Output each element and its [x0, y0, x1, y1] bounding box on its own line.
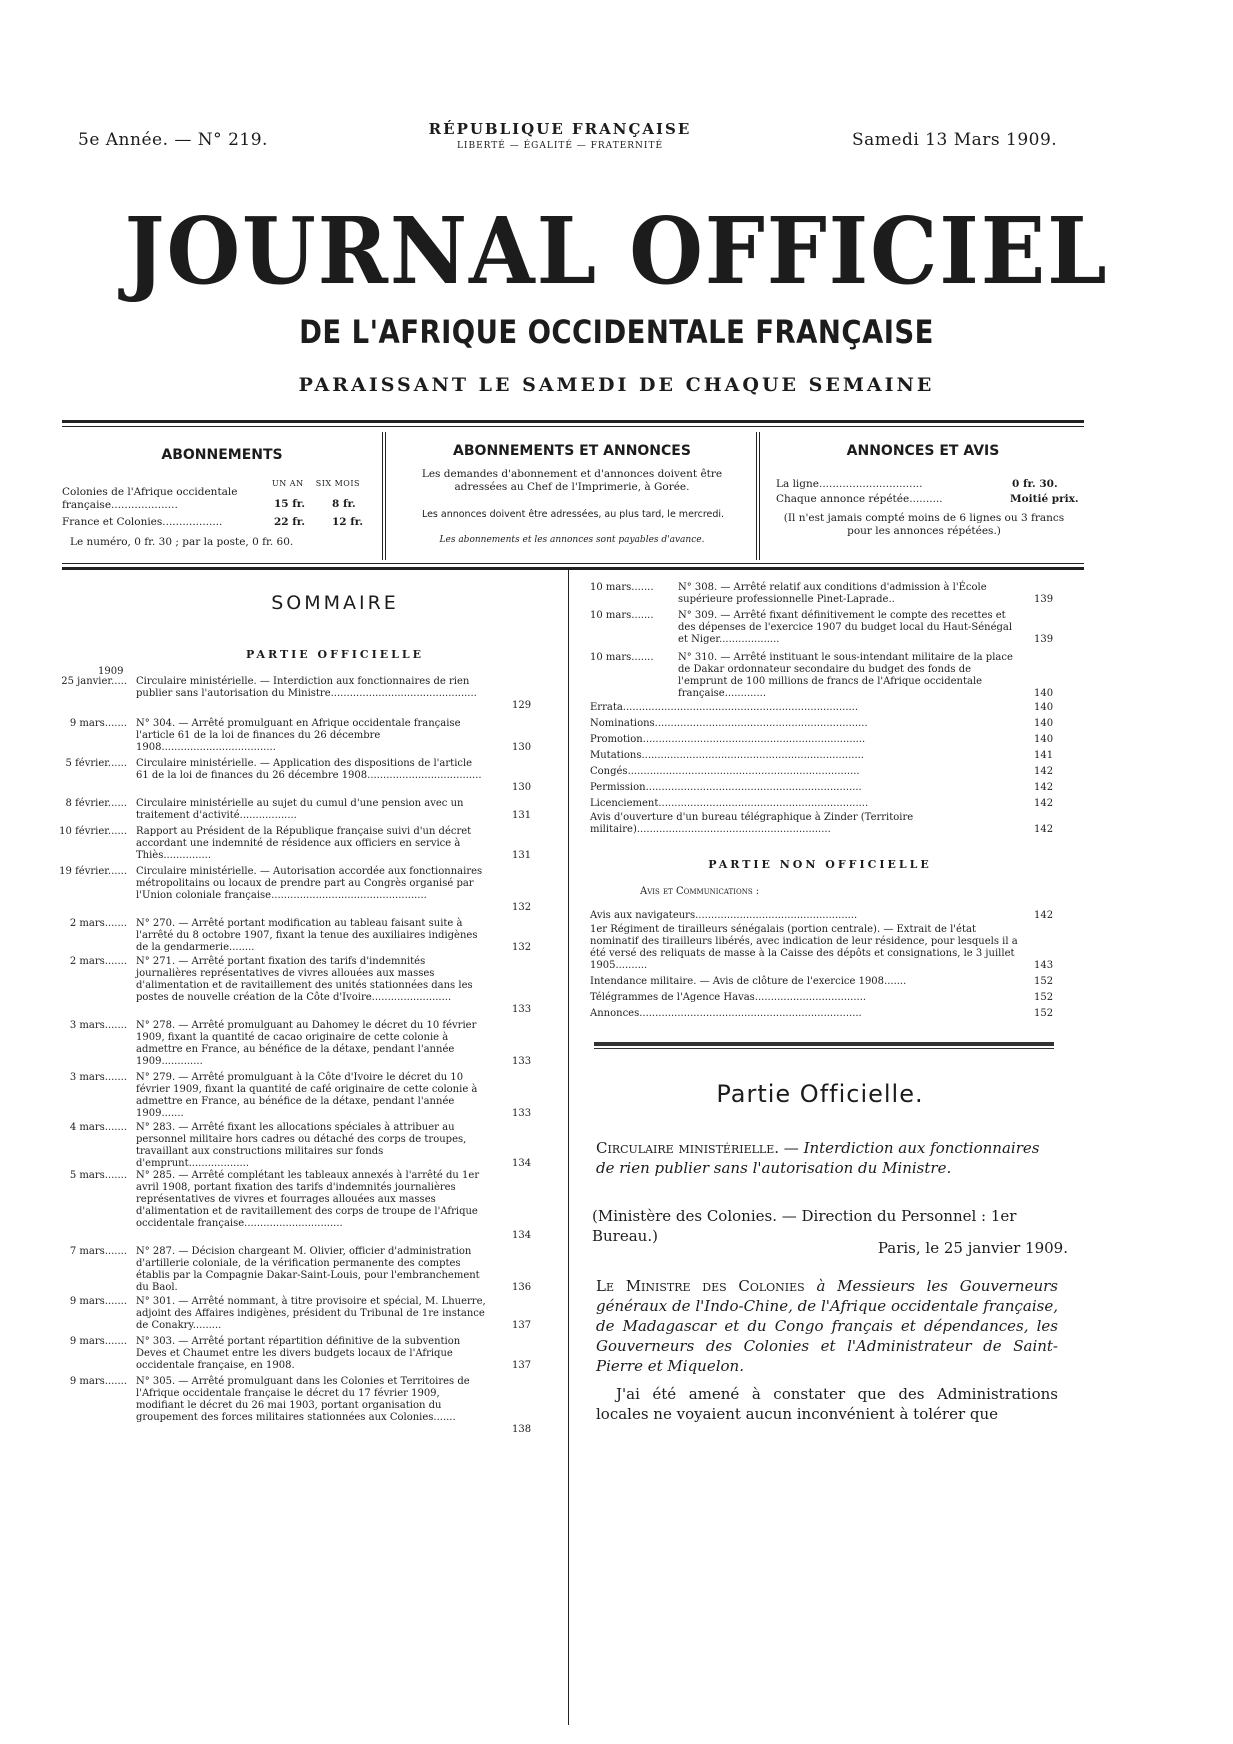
toc-page: 139 [1034, 634, 1054, 645]
misc-text: Permission.................................................................... [590, 782, 862, 793]
toc-date: 9 mars....... [69, 1296, 127, 1307]
section-rule [594, 1042, 1054, 1046]
center-line-1: Les demandes d'abonnement et d'annonces doivent être adressées au Chef de l'Imprimerie, à Gorée. [421, 468, 723, 493]
non-off-text: Annonces...................................................................... [590, 1008, 862, 1019]
journal-subtitle: DE L'AFRIQUE OCCIDENTALE FRANÇAISE [299, 313, 934, 351]
circulaire-label: Circulaire ministérielle. — [596, 1139, 799, 1157]
toc-text: N° 301. — Arrêté nommant, à titre provisoire et spécial, M. Lhuerre, adjoint des Affaires indigènes, président du Tribunal de 1re instance de Conakry......... [136, 1296, 486, 1331]
toc-page: 131 [512, 810, 532, 821]
non-off-text: Avis aux navigateurs................................................... [590, 910, 858, 921]
misc-page: 142 [1034, 798, 1054, 809]
circulaire-heading [596, 1138, 1058, 1178]
misc-page: 140 [1034, 702, 1054, 713]
non-off-text: Intendance militaire. — Avis de clôture de l'exercice 1908....... [590, 976, 907, 987]
misc-page: 140 [1034, 734, 1054, 745]
toc-text: N° 279. — Arrêté promulguant à la Côte d'Ivoire le décret du 10 février 1909, fixant la quantité de café originaire de cette colonie à admettre en France, au bénéfice de la détaxe, pendant l'année 1909....... [136, 1072, 478, 1119]
toc-date: 4 mars....... [69, 1122, 127, 1133]
misc-page: 142 [1034, 766, 1054, 777]
numero-price: Le numéro, 0 fr. 30 ; par la poste, 0 fr. 60. [70, 536, 294, 548]
annonces-avis-heading: ANNONCES ET AVIS [846, 443, 1000, 459]
toc-right [590, 0, 1090, 1744]
center-line-2: Les annonces doivent être adressées, au plus tard, le mercredi. [421, 509, 725, 520]
misc-text: Promotion...................................................................... [590, 734, 866, 745]
toc-date: 19 février...... [59, 866, 127, 877]
toc-text: N° 309. — Arrêté fixant définitivement le compte des recettes et des dépenses de l'exercice 1907 du budget local du Haut-Sénégal et Niger................... [678, 610, 1013, 645]
republic-motto: LIBERTÉ — ÉGALITÉ — FRATERNITÉ [456, 141, 664, 151]
place-date: Paris, le 25 janvier 1909. [877, 1239, 1068, 1257]
sommaire-title: SOMMAIRE [271, 592, 399, 614]
ministry-line: (Ministère des Colonies. — Direction du Personnel : 1er Bureau.) [592, 1207, 1017, 1245]
abonnements-annonces-heading: ABONNEMENTS ET ANNONCES [453, 443, 691, 459]
toc-date: 3 mars....... [69, 1020, 127, 1031]
misc-page: 141 [1034, 750, 1054, 761]
section-rule-thin [594, 1048, 1054, 1049]
toc-date: 10 mars....... [590, 582, 654, 593]
toc-page: 130 [512, 742, 532, 753]
col-un-an: UN AN [272, 479, 304, 488]
sommaire-year: 1909 [98, 666, 124, 677]
toc-date: 2 mars....... [69, 956, 127, 967]
addressee [596, 1276, 1058, 1376]
toc-page: 134 [512, 1158, 532, 1169]
row-colonies-label: Colonies de l'Afrique occidentale française.................... [62, 486, 238, 511]
toc-date: 8 février...... [65, 798, 127, 809]
misc-text: Congés......................................................................... [590, 766, 860, 777]
toc-text: N° 271. — Arrêté portant fixation des tarifs d'indemnités journalières représentatives de vivres allouées aux masses d'alimentation et de ravitaillement des unités stationnées dans les postes de nouvelle création de la Côte d'Ivoire......................... [136, 956, 473, 1003]
toc-text: N° 278. — Arrêté promulguant au Dahomey le décret du 10 février 1909, fixant la quantité de cacao originaire de cette colonie à admettre en France, au bénéfice de la détaxe, pendant l'année 1909............. [136, 1020, 477, 1067]
row-france-label: France et Colonies.................. [62, 516, 223, 528]
toc-date: 10 mars....... [590, 652, 654, 663]
toc-text: Circulaire ministérielle au sujet du cumul d'une pension avec un traitement d'activité.................. [136, 798, 464, 821]
avis-communications-heading: Avis et Communications : [640, 886, 760, 897]
misc-text: Mutations...................................................................... [590, 750, 864, 761]
misc-text: Avis d'ouverture d'un bureau télégraphique à Zinder (Territoire militaire)............................................................. [590, 812, 914, 835]
non-off-text: Télégrammes de l'Agence Havas................................... [590, 992, 867, 1003]
toc-page: 139 [1034, 594, 1054, 605]
toc-text: N° 283. — Arrêté fixant les allocations spéciales à attribuer au personnel militaire hors cadres ou détaché des corps de troupes, travaillant aux constructions militaires sur fonds d'emprunt................... [136, 1122, 467, 1169]
toc-page: 140 [1034, 688, 1054, 699]
issue-date: Samedi 13 Mars 1909. [852, 130, 1058, 150]
toc-page: 136 [512, 1282, 532, 1293]
misc-text: Licenciement.................................................................. [590, 798, 869, 809]
column-divider [568, 570, 569, 1725]
toc-date: 2 mars....... [69, 918, 127, 929]
toc-page: 129 [512, 700, 532, 711]
toc-text: N° 303. — Arrêté portant répartition définitive de la subvention Deves et Chaumet entre les divers budgets locaux de l'Afrique occidentale française, en 1908. [136, 1336, 461, 1371]
center-line-3: Les abonnements et les annonces sont payables d'avance. [439, 535, 705, 545]
toc-text: N° 310. — Arrêté instituant le sous-intendant militaire de la place de Dakar ordonnateur secondaire du budget des fonds de l'emprunt de 100 millions de francs de l'Afrique occidentale française............. [678, 652, 1013, 699]
toc-text: N° 287. — Décision chargeant M. Olivier, officier d'administration d'artillerie coloniale, de la vérification permanente des comptes établis par la Compagnie Dakar-Saint-Louis, pour l'embranchement du Baol. [136, 1246, 480, 1293]
toc-date: 9 mars....... [69, 1376, 127, 1387]
misc-page: 142 [1034, 824, 1054, 835]
misc-page: 142 [1034, 782, 1054, 793]
republic-name: RÉPUBLIQUE FRANÇAISE [428, 120, 692, 138]
non-off-page: 152 [1034, 992, 1054, 1003]
toc-date: 5 mars....... [69, 1170, 127, 1181]
circulaire-subject: Interdiction aux fonctionnaires de rien publier sans l'autorisation du Ministre. [596, 1139, 1040, 1177]
toc-page: 137 [512, 1320, 532, 1331]
toc-page: 132 [512, 942, 532, 953]
toc-page: 137 [512, 1360, 532, 1371]
annonces-note: (Il n'est jamais compté moins de 6 lignes ou 3 francs pour les annonces répétées.) [783, 512, 1065, 537]
toc-page: 138 [512, 1424, 532, 1435]
partie-officielle-title: Partie Officielle. [716, 1080, 924, 1108]
toc-date: 10 février...... [59, 826, 127, 837]
toc-date: 10 mars....... [590, 610, 654, 621]
issue-number: 5e Année. — N° 219. [78, 130, 268, 150]
toc-text: N° 304. — Arrêté promulguant en Afrique occidentale française l'article 61 de la loi de finances du 26 décembre 1908.................................... [136, 718, 461, 753]
col-six-mois: SIX MOIS [315, 479, 361, 488]
repeat-label: Chaque annonce répétée.......... [776, 493, 943, 505]
toc-text: Rapport au Président de la République française suivi d'un décret accordant une indemnité de résidence aux officiers en service à Thiès............... [136, 826, 472, 861]
partie-non-officielle-heading: PARTIE NON OFFICIELLE [708, 858, 932, 871]
ligne-label: La ligne............................... [776, 478, 923, 490]
journal-title: JOURNAL OFFICIEL [124, 197, 1109, 305]
non-off-page: 152 [1034, 1008, 1054, 1019]
toc-text: Circulaire ministérielle. — Interdiction aux fonctionnaires de rien publier sans l'autorisation du Ministre.............................................. [136, 676, 477, 699]
toc-date: 25 janvier..... [61, 676, 127, 687]
abonnements-heading: ABONNEMENTS [161, 447, 283, 463]
row-colonies-an: 15 fr. [274, 498, 306, 510]
toc-left [32, 0, 568, 1744]
toc-page: 133 [512, 1004, 532, 1015]
journal-tagline: PARAISSANT LE SAMEDI DE CHAQUE SEMAINE [298, 374, 935, 396]
toc-text: N° 270. — Arrêté portant modification au tableau faisant suite à l'arrêté du 8 octobre 1907, fixant la tenue des auxiliaires indigènes de la gendarmerie........ [136, 918, 478, 953]
toc-page: 130 [512, 782, 532, 793]
toc-page: 134 [512, 1230, 532, 1241]
misc-text: Errata.......................................................................... [590, 702, 859, 713]
toc-text: Circulaire ministérielle. — Application des dispositions de l'article 61 de la loi de finances du 26 décembre 1908.................................... [136, 758, 482, 781]
toc-page: 132 [512, 902, 532, 913]
toc-page: 133 [512, 1108, 532, 1119]
toc-text: N° 305. — Arrêté promulguant dans les Colonies et Territoires de l'Afrique occidentale française le décret du 17 février 1909, modifiant le décret du 26 mai 1903, portant organisation du groupement des forces militaires stationnées aux Colonies....... [136, 1376, 470, 1423]
misc-text: Nominations................................................................... [590, 718, 868, 729]
non-off-page: 143 [1034, 960, 1054, 971]
article-body: J'ai été amené à constater que des Administrations locales ne voyaient aucun inconvénient à tolérer que [596, 1385, 1058, 1423]
misc-page: 140 [1034, 718, 1054, 729]
addressee-recipients: à Messieurs les Gouverneurs généraux de l'Indo-Chine, de l'Afrique occidentale française, de Madagascar et du Congo français et dépendances, les Gouverneurs des Colonies et l'Administrateur de Saint-Pierre et Miquelon. [596, 1277, 1058, 1375]
non-off-page: 142 [1034, 910, 1054, 921]
toc-text: N° 308. — Arrêté relatif aux conditions d'admission à l'École supérieure professionnelle Pinet-Laprade.. [678, 582, 987, 605]
addressee-minister: Le Ministre des Colonies [596, 1277, 805, 1295]
toc-date: 3 mars....... [69, 1072, 127, 1083]
toc-page: 133 [512, 1056, 532, 1067]
toc-date: 9 mars....... [69, 718, 127, 729]
partie-officielle-heading: PARTIE OFFICIELLE [246, 648, 424, 661]
non-off-page: 152 [1034, 976, 1054, 987]
toc-text: N° 285. — Arrêté complétant les tableaux annexés à l'arrêté du 1er avril 1908, portant fixation des tarifs d'indemnités journalières représentatives de vivres et fourrages allouées aux masses d'alimentation et de ravitaillement des corps de troupe de l'Afrique occidentale française............................... [136, 1170, 480, 1229]
toc-text: Circulaire ministérielle. — Autorisation accordée aux fonctionnaires métropolitains ou locaux de prendre part au Congrès organisé par l'Union coloniale française................................................. [136, 866, 483, 901]
toc-date: 5 février...... [65, 758, 127, 769]
ligne-price: 0 fr. 30. [1012, 478, 1058, 490]
toc-page: 131 [512, 850, 532, 861]
toc-date: 7 mars....... [69, 1246, 127, 1257]
toc-date: 9 mars....... [69, 1336, 127, 1347]
repeat-price: Moitié prix. [1010, 493, 1079, 505]
row-colonies-six: 8 fr. [332, 498, 356, 510]
row-france-six: 12 fr. [332, 516, 364, 528]
non-off-text: 1er Régiment de tirailleurs sénégalais (portion centrale). — Extrait de l'état nominatif des tirailleurs libérés, avec indication de leur résidence, pour lesquels il a été versé des reliquats de masse à la Caisse des dépôts et consignations, le 3 juillet 1905.......... [590, 924, 1018, 971]
row-france-an: 22 fr. [274, 516, 306, 528]
